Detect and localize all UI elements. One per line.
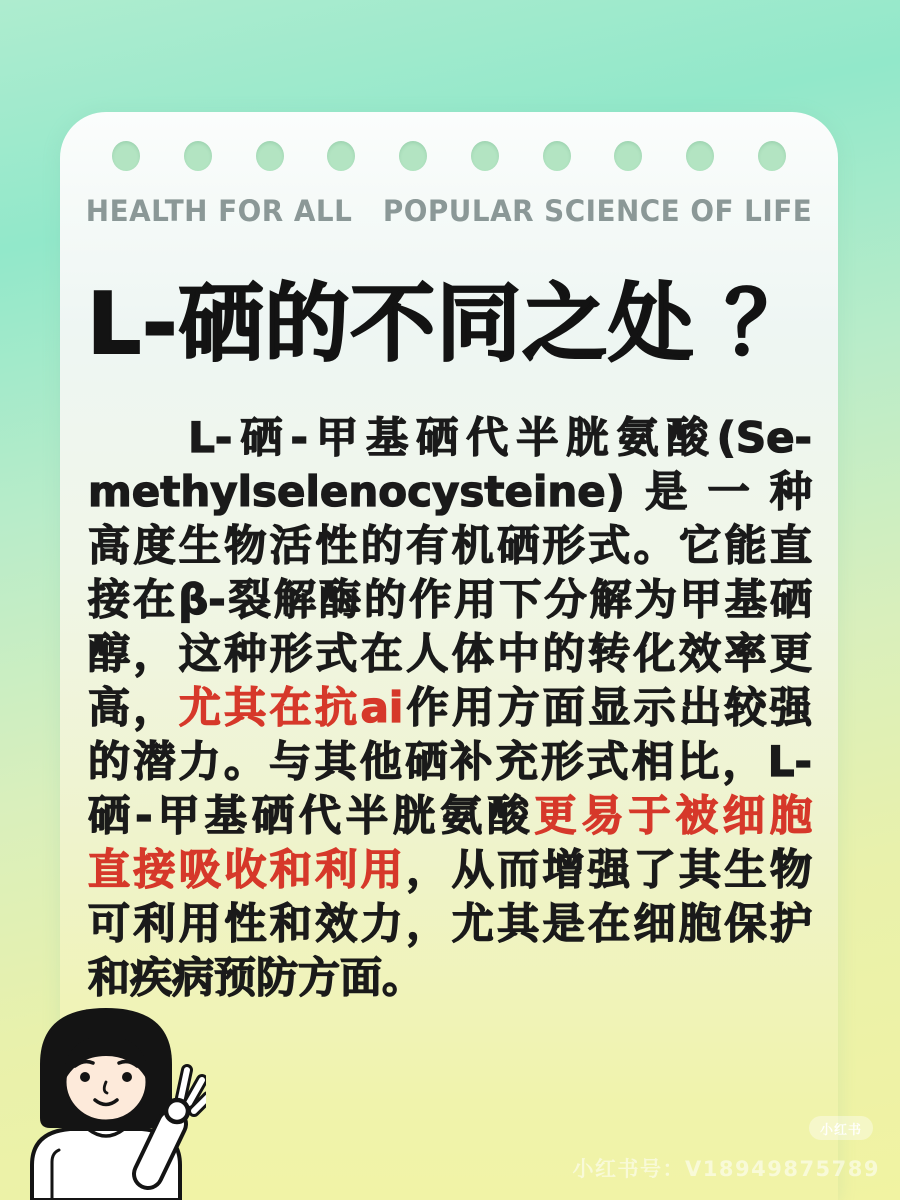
binder-hole [399,141,427,171]
body-segment: L-硒-甲基硒代半胱氨酸(Se- [88,413,812,462]
english-tagline: HEALTH FOR ALL POPULAR SCIENCE OF LIFE [85,194,813,228]
body-line [88,573,812,627]
body-line [88,627,812,681]
eye-left [80,1072,90,1082]
binder-hole [184,141,212,171]
body-segment: 硒-甲基硒代半胱氨酸 [88,791,535,840]
body-segment: 的潜力。与其他硒补充形式相比，L- [88,737,812,786]
girl-ok-gesture-illustration [16,1002,206,1200]
binder-holes-row [60,141,838,171]
body-line [88,411,812,465]
binder-hole [758,141,786,171]
xiaohongshu-id-watermark: 小红书号：V18949875789 [572,1157,880,1181]
body-line [88,681,812,735]
binder-hole [256,141,284,171]
xiaohongshu-badge: 小红书 [809,1116,873,1140]
ok-hand-circle [166,1100,188,1122]
body-line [88,897,812,951]
binder-hole [614,141,642,171]
body-line [88,951,812,1005]
body-line [88,465,812,519]
body-segment: 作用方面显示出较强 [403,683,812,732]
binder-hole [327,141,355,171]
body-segment: 高， [88,683,179,732]
highlighted-text: 尤其在抗ai [178,683,404,732]
body-segment: methylselenocysteine)是一种 [88,467,812,516]
body-line [88,519,812,573]
body-segment: ，从而增强了其生物 [406,845,812,894]
body-segment: 高度生物活性的有机硒形式。它能直 [88,521,812,570]
body-line [88,789,812,843]
highlighted-text: 更易于被细胞 [534,791,812,840]
body-segment: 接在β-裂解酶的作用下分解为甲基硒 [88,575,812,624]
binder-hole [686,141,714,171]
body-segment: 和疾病预防方面。 [88,953,425,1002]
binder-hole [543,141,571,171]
binder-hole [471,141,499,171]
body-line [88,843,812,897]
body-line [88,735,812,789]
body-text [88,411,812,1005]
body-segment: 醇，这种形式在人体中的转化效率更 [88,629,812,678]
page-title: L-硒的不同之处 ？ [86,275,812,374]
highlighted-text: 直接吸收和利用 [88,845,407,894]
eye-right [122,1072,132,1082]
body-segment: 可利用性和效力，尤其是在细胞保护 [88,899,812,948]
binder-hole [112,141,140,171]
